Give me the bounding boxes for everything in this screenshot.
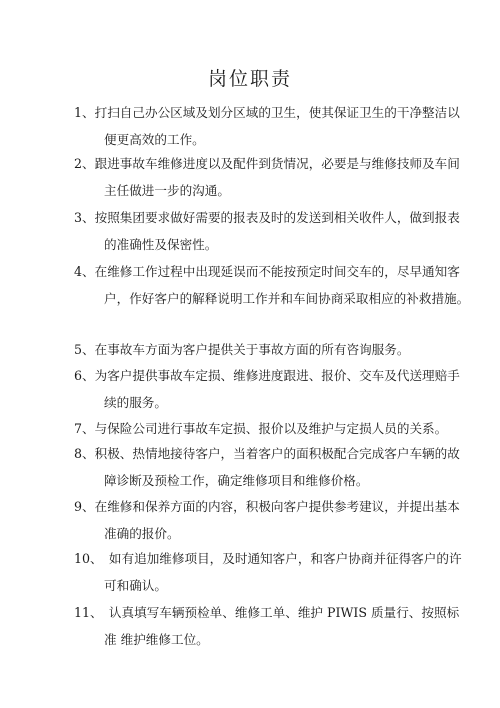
duty-item-10-line-2: 可和确认。: [104, 578, 167, 593]
duty-item-4-line-2: 户，作好客户的解释说明工作并和车间协商采取相应的补救措施。: [104, 291, 470, 306]
duty-item-5-line-1: 5、在事故车方面为客户提供关于事故方面的所有咨询服务。: [74, 342, 410, 357]
duty-item-3-line-1: 3、按照集团要求做好需要的报表及时的发送到相关收件人，做到报表: [74, 210, 460, 225]
duty-item-8-line-2: 障诊断及预检工作，确定维修项目和维修价格。: [104, 473, 369, 488]
duty-item-9-line-1: 9、在维修和保养方面的内容，积极向客户提供参考建议，并提出基本: [74, 499, 460, 514]
duty-item-2-line-2: 主任做进一步的沟通。: [104, 183, 230, 198]
duty-item-6-line-2: 续的服务。: [104, 395, 167, 410]
page-title: 岗位职责: [207, 68, 292, 90]
duty-item-11-line-1: 11、 认真填写车辆预检单、维修工单、维护 PIWIS 质量行、按照标: [74, 605, 460, 620]
duty-item-6-line-1: 6、为客户提供事故车定损、维修进度跟进、报价、交车及代送理赔手: [74, 368, 460, 383]
duty-item-8-line-1: 8、积极、热情地接待客户，当着客户的面积极配合完成客户车辆的故: [74, 446, 460, 461]
duty-item-11-line-2: 准 维护维修工位。: [104, 632, 209, 647]
duty-item-4-line-1: 4、在维修工作过程中出现延误而不能按预定时间交车的，尽早通知客: [74, 264, 460, 279]
duty-item-1-line-1: 1、打扫自己办公区域及划分区域的卫生，使其保证卫生的干净整洁以: [74, 105, 460, 120]
duty-item-7-line-1: 7、与保险公司进行事故车定损、报价以及维护与定损人员的关系。: [74, 421, 448, 436]
duty-item-1-line-2: 便更高效的工作。: [104, 132, 205, 147]
duty-item-10-line-1: 10、 如有追加维修项目，及时通知客户，和客户协商并征得客户的许: [74, 551, 462, 566]
duty-item-2-line-1: 2、跟进事故车维修进度以及配件到货情况，必要是与维修技师及车间: [74, 156, 460, 171]
duty-item-9-line-2: 准确的报价。: [104, 526, 180, 541]
duty-item-3-line-2: 的准确性及保密性。: [104, 237, 218, 252]
